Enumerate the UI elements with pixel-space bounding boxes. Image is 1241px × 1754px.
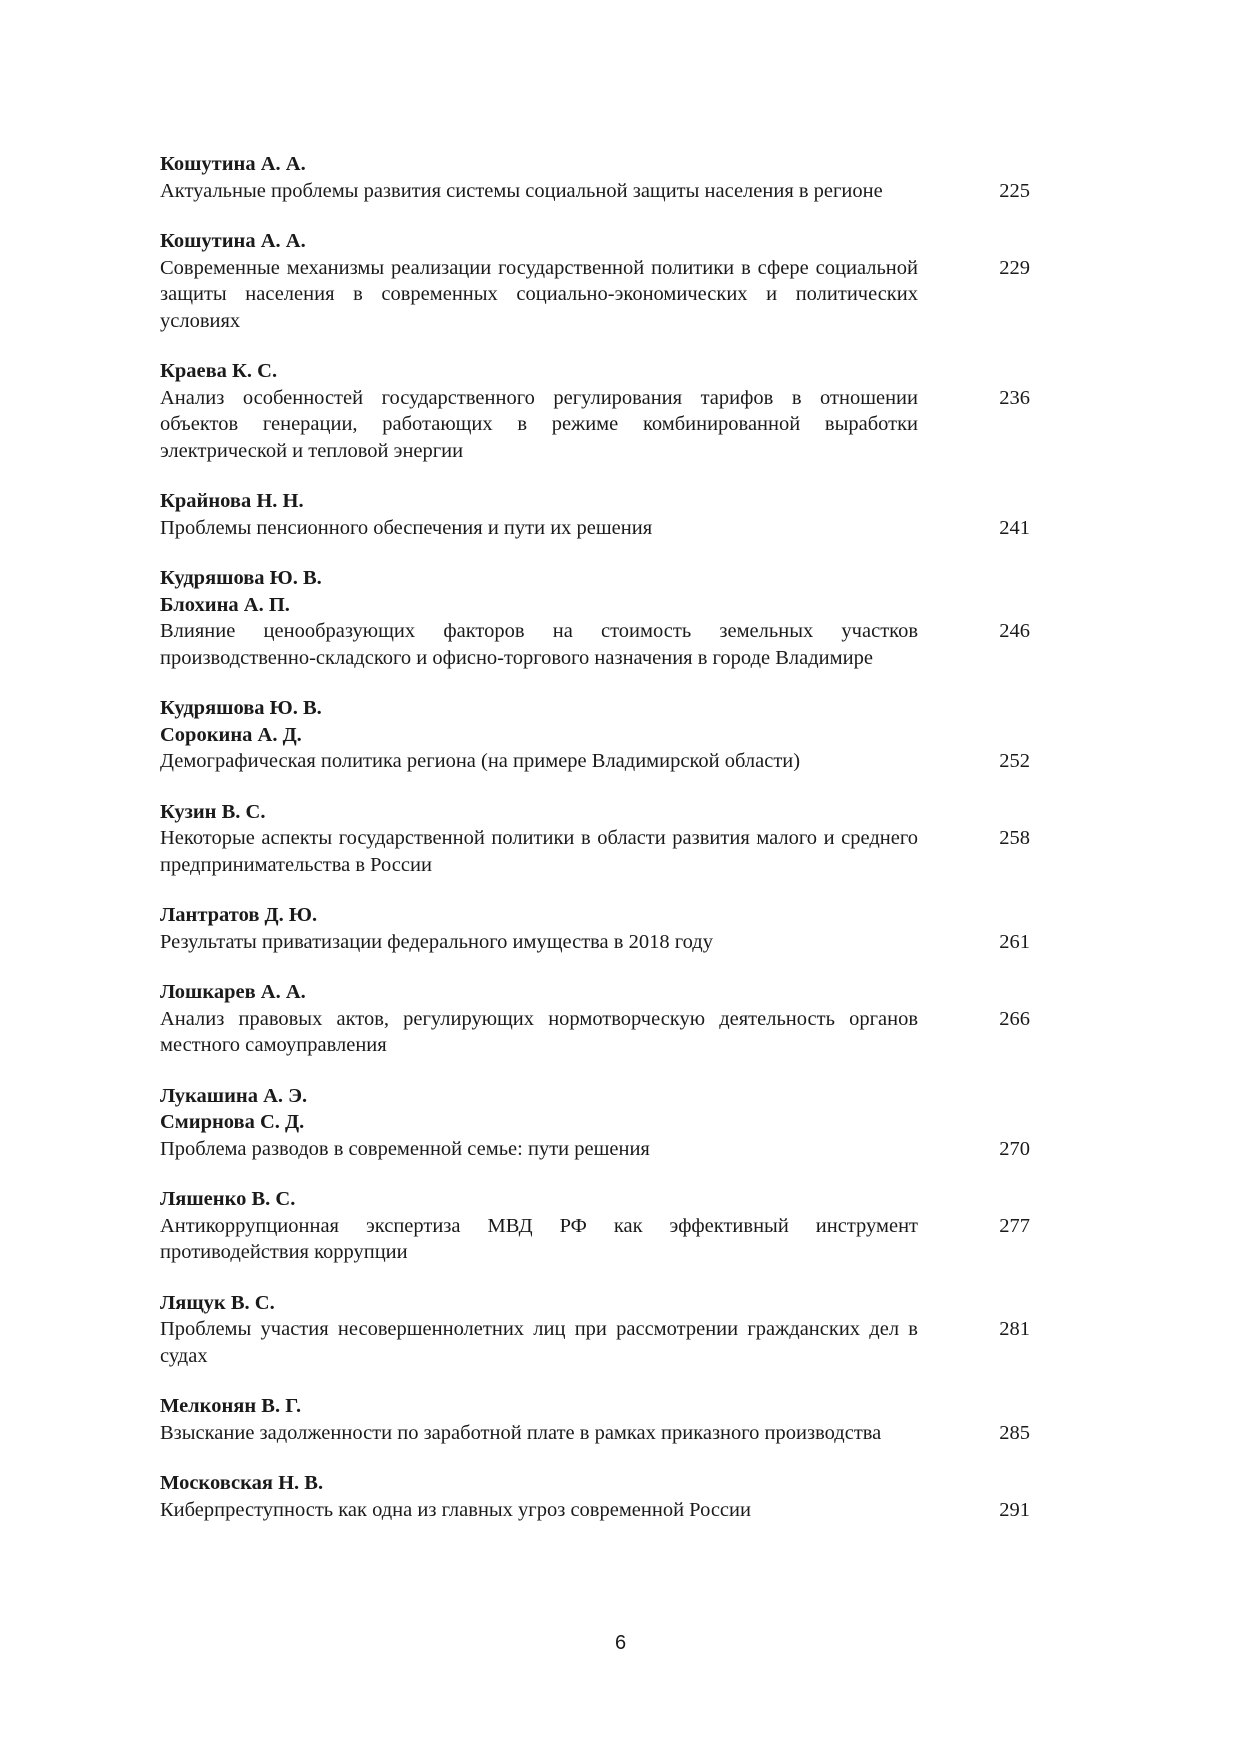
toc-entry [160,228,1030,334]
toc-entry [160,1186,1030,1266]
toc-entry-title: Актуальные проблемы развития системы социальной защиты населения в регионе [160,179,883,202]
toc-entry-page: 229 [999,256,1030,279]
page-number: 6 [614,1632,627,1654]
toc-entry-author: Сорокина А. Д. [160,723,302,746]
toc-entry-title: Антикоррупционная экспертиза МВД РФ как эффективный инструмент противодействия коррупции [160,1214,918,1263]
toc-entry-author: Кузин В. С. [160,800,266,823]
toc-entry-page: 291 [999,1498,1030,1521]
toc-entry-page: 252 [999,750,1030,772]
toc-entry-author: Кудряшова Ю. В. [160,567,322,589]
toc-entry-title: Проблемы пенсионного обеспечения и пути их решения [160,516,653,539]
toc-entry-author: Мелконян В. Г. [160,1395,302,1417]
toc-entry-row [160,178,1030,205]
toc-entry-title: Проблема разводов в современной семье: пути решения [160,1137,650,1160]
toc-entry [160,151,1030,204]
toc-entry [160,1470,1030,1523]
toc-entry-page: 270 [999,1137,1030,1160]
toc-entry [160,695,1030,775]
toc-entry-author: Краева К. С. [160,360,278,382]
toc-entry [160,358,1030,464]
toc-entry-title: Анализ особенностей государственного регулирования тарифов в отношении объектов генерации, работающих в режиме комбинированной выработки электрической и тепловой энергии [160,386,918,462]
toc-entry-page: 241 [999,516,1030,539]
toc-entry-title: Некоторые аспекты государственной политики в области развития малого и среднего предпринимательства в России [160,827,918,876]
table-of-contents [160,151,1030,1547]
toc-entry-author: Лошкарев А. А. [160,981,306,1003]
toc-entry-page: 258 [999,827,1030,849]
toc-entry-row [160,929,1030,956]
toc-entry-row [160,385,1030,465]
toc-entry-page: 261 [999,930,1030,953]
toc-entry-title: Анализ правовых актов, регулирующих нормотворческую деятельность органов местного самоуправления [160,1007,918,1056]
toc-entry-page: 225 [999,179,1030,202]
toc-entry-page: 277 [999,1214,1030,1237]
toc-entry-row [160,1006,1030,1059]
toc-entry-row [160,1213,1030,1266]
toc-entry-page: 285 [999,1421,1030,1444]
toc-entry-row [160,1316,1030,1369]
toc-entry-title: Киберпреступность как одна из главных угроз современной России [160,1498,751,1521]
toc-entry-row [160,825,1030,878]
toc-entry-page: 236 [999,386,1030,409]
toc-entry-author: Лукашина А. Э. [160,1084,308,1107]
toc-entry-author: Смирнова С. Д. [160,1111,305,1133]
toc-entry-author: Блохина А. П. [160,593,290,616]
toc-entry-author: Кудряшова Ю. В. [160,697,322,719]
toc-entry-author: Ляшенко В. С. [160,1188,296,1210]
toc-entry [160,799,1030,879]
toc-entry-row [160,1420,1030,1447]
toc-entry [160,488,1030,541]
toc-entry-row [160,748,1030,775]
toc-entry [160,565,1030,671]
toc-entry-title: Результаты приватизации федерального имущества в 2018 году [160,930,713,953]
toc-entry [160,1393,1030,1446]
toc-entry [160,1083,1030,1163]
toc-entry [160,979,1030,1059]
toc-entry-author: Крайнова Н. Н. [160,490,304,512]
toc-entry-row [160,1497,1030,1524]
toc-entry-title: Современные механизмы реализации государственной политики в сфере социальной защиты населения в современных социально-экономических и политических условиях [160,256,918,332]
toc-entry [160,1290,1030,1370]
toc-entry-title: Влияние ценообразующих факторов на стоимость земельных участков производственно-складского и офисно-торгового назначения в городе Владимире [160,620,918,669]
toc-entry-title: Проблемы участия несовершеннолетних лиц при рассмотрении гражданских дел в судах [160,1318,918,1367]
toc-entry-row [160,1136,1030,1163]
toc-entry-row [160,255,1030,335]
toc-entry-title: Взыскание задолженности по заработной плате в рамках приказного производства [160,1421,882,1444]
toc-entry-row [160,618,1030,671]
toc-entry-author: Лантратов Д. Ю. [160,904,318,926]
toc-entry-author: Лящук В. С. [160,1291,275,1314]
toc-entry-page: 281 [999,1318,1030,1340]
toc-entry-page: 266 [999,1007,1030,1030]
toc-entry-author: Кошутина А. А. [160,230,306,252]
toc-entry-author: Московская Н. В. [160,1472,324,1494]
toc-entry [160,902,1030,955]
toc-entry-title: Демографическая политика региона (на примере Владимирской области) [160,750,801,772]
toc-entry-row [160,515,1030,542]
toc-entry-page: 246 [999,620,1030,642]
toc-entry-author: Кошутина А. А. [160,153,306,175]
